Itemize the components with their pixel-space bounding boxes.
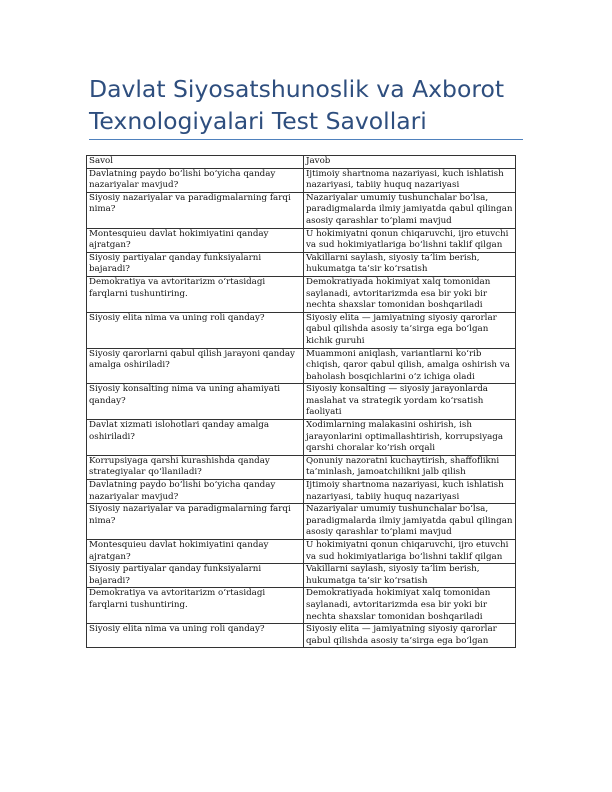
answer-cell: Ijtimoiy shartnoma nazariyasi, kuch ishlatish nazariyasi, tabiiy huquq nazariyasi (304, 480, 516, 504)
qa-table (86, 155, 516, 648)
table-row (87, 540, 516, 564)
table-row (87, 588, 516, 624)
header-javob: Javob (304, 156, 516, 169)
answer-cell: U hokimiyatni qonun chiqaruvchi, ijro etuvchi va sud hokimiyatlariga bo‘lishni taklif qilgan (304, 228, 516, 252)
question-cell: Davlatning paydo bo‘lishi bo‘yicha qanday nazariyalar mavjud? (87, 480, 304, 504)
question-cell: Korrupsiyaga qarshi kurashishda qanday strategiyalar qo‘llaniladi? (87, 455, 304, 479)
answer-cell: Vakillarni saylash, siyosiy ta’lim berish, hukumatga ta’sir ko‘rsatish (304, 252, 516, 276)
question-cell: Siyosiy elita nima va uning roli qanday? (87, 312, 304, 348)
answer-cell: Muammoni aniqlash, variantlarni ko‘rib chiqish, qaror qabul qilish, amalga oshirish va baholash bosqichlarini o‘z ichiga oladi (304, 348, 516, 384)
table-row (87, 564, 516, 588)
table-row (87, 312, 516, 348)
answer-cell: Demokratiyada hokimiyat xalq tomonidan saylanadi, avtoritarizmda esa bir yoki bir nechta shaxslar tomonidan boshqariladi (304, 276, 516, 312)
table-row (87, 480, 516, 504)
answer-cell: Siyosiy konsalting — siyosiy jarayonlarda maslahat va strategik yordam ko‘rsatish faoliyati (304, 384, 516, 420)
question-cell: Davlat xizmati islohotlari qanday amalga oshiriladi? (87, 420, 304, 456)
table-row (87, 420, 516, 456)
table-row (87, 348, 516, 384)
table-row (87, 168, 516, 192)
table-row (87, 252, 516, 276)
header-savol: Savol (87, 156, 304, 169)
table-row (87, 455, 516, 479)
answer-cell: Siyosiy elita — jamiyatning siyosiy qarorlar qabul qilishda asosiy ta’sirga ega bo‘lgan (304, 624, 516, 648)
title-underline (89, 139, 523, 140)
question-cell: Demokratiya va avtoritarizm o‘rtasidagi farqlarni tushuntiring. (87, 588, 304, 624)
answer-cell: Nazariyalar umumiy tushunchalar bo‘lsa, paradigmalarda ilmiy jamiyatda qabul qilingan asosiy qarashlar to‘plami mavjud (304, 504, 516, 540)
page-title: Davlat Siyosatshunoslik va Axborot Texnologiyalari Test Savollari (89, 75, 505, 135)
answer-cell: Nazariyalar umumiy tushunchalar bo‘lsa, paradigmalarda ilmiy jamiyatda qabul qilingan asosiy qarashlar to‘plami mavjud (304, 192, 516, 228)
question-cell: Siyosiy elita nima va uning roli qanday? (87, 624, 304, 648)
question-cell: Montesquieu davlat hokimiyatini qanday ajratgan? (87, 540, 304, 564)
answer-cell: Xodimlarning malakasini oshirish, ish jarayonlarini optimallashtirish, korrupsiyaga qarshi choralar ko‘rish orqali (304, 420, 516, 456)
table-row (87, 276, 516, 312)
answer-cell: Siyosiy elita — jamiyatning siyosiy qarorlar qabul qilishda asosiy ta’sirga ega bo‘lgan kichik guruhi (304, 312, 516, 348)
table-row (87, 228, 516, 252)
question-cell: Davlatning paydo bo‘lishi bo‘yicha qanday nazariyalar mavjud? (87, 168, 304, 192)
question-cell: Siyosiy nazariyalar va paradigmalarning farqi nima? (87, 192, 304, 228)
table-row (87, 192, 516, 228)
question-cell: Demokratiya va avtoritarizm o‘rtasidagi farqlarni tushuntiring. (87, 276, 304, 312)
table-row (87, 504, 516, 540)
answer-cell: Ijtimoiy shartnoma nazariyasi, kuch ishlatish nazariyasi, tabiiy huquq nazariyasi (304, 168, 516, 192)
table-header-row (87, 156, 516, 169)
table-body (87, 168, 516, 648)
table-row (87, 384, 516, 420)
question-cell: Siyosiy partiyalar qanday funksiyalarni bajaradi? (87, 252, 304, 276)
answer-cell: Demokratiyada hokimiyat xalq tomonidan saylanadi, avtoritarizmda esa bir yoki bir nechta shaxslar tomonidan boshqariladi (304, 588, 516, 624)
question-cell: Siyosiy nazariyalar va paradigmalarning farqi nima? (87, 504, 304, 540)
answer-cell: U hokimiyatni qonun chiqaruvchi, ijro etuvchi va sud hokimiyatlariga bo‘lishni taklif qilgan (304, 540, 516, 564)
answer-cell: Vakillarni saylash, siyosiy ta’lim berish, hukumatga ta’sir ko‘rsatish (304, 564, 516, 588)
table-row (87, 624, 516, 648)
question-cell: Siyosiy qarorlarni qabul qilish jarayoni qanday amalga oshiriladi? (87, 348, 304, 384)
answer-cell: Qonuniy nazoratni kuchaytirish, shaffoflikni ta’minlash, jamoatchilikni jalb qilish (304, 455, 516, 479)
question-cell: Montesquieu davlat hokimiyatini qanday ajratgan? (87, 228, 304, 252)
question-cell: Siyosiy konsalting nima va uning ahamiyati qanday? (87, 384, 304, 420)
question-cell: Siyosiy partiyalar qanday funksiyalarni bajaradi? (87, 564, 304, 588)
